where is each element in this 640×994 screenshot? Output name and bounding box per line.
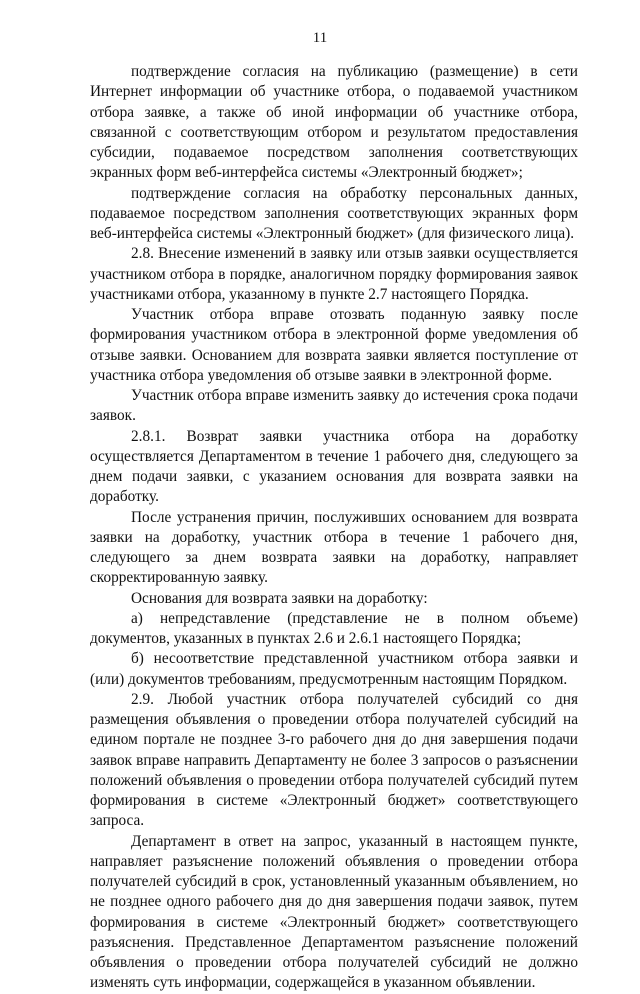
paragraph-modification: Участник отбора вправе изменить заявку до истечения срока подачи заявок. <box>90 387 578 425</box>
paragraph-resubmission: После устранения причин, послуживших основанием для возврата заявки на доработку, участник отбора в течение 1 рабочего дня, следующего за днем возврата заявки на доработку, направляет скорректированную заявку. <box>90 508 578 587</box>
paragraph-2-9: 2.9. Любой участник отбора получателей субсидий со дня размещения объявления о проведении отбора получателей субсидий на едином портале не позднее 3-го рабочего дня до дня завершения подачи заявок вправе направить Департаменту не более 3 запросов о разъяснении положений объявления о проведении отбора получателей субсидий путем формирования в системе «Электронный бюджет» соответствующего запроса. <box>90 690 578 830</box>
paragraph-personal-data-consent: подтверждение согласия на обработку персональных данных, подаваемое посредством заполнения соответствующих экранных форм веб-интерфейса системы «Электронный бюджет» (для физического лица). <box>90 184 578 242</box>
paragraph-department-reply: Департамент в ответ на запрос, указанный в настоящем пункте, направляет разъяснение положений объявления о проведении отбора получателей субсидий в срок, установленный указанным объявлением, но не позднее одного рабочего дня до дня завершения подачи заявок, путем формирования в системе «Электронный бюджет» соответствующего разъяснения. Представленное Департаментом разъяснение положений объявления о проведении отбора получателей субсидий не должно изменять суть информации, содержащейся в указанном объявлении. <box>90 832 578 992</box>
document-body <box>90 62 578 994</box>
paragraph-publication-consent: подтверждение согласия на публикацию (размещение) в сети Интернет информации об участнике отбора, о подаваемой участником отбора заявке, а также об иной информации об участнике отбора, связанной с соответствующим отбором и результатом предоставления субсидии, подаваемое посредством заполнения соответствующих экранных форм веб-интерфейса системы «Электронный бюджет»; <box>90 63 578 182</box>
paragraph-2-8-1: 2.8.1. Возврат заявки участника отбора на доработку осуществляется Департаментом в течение 1 рабочего дня, следующего за днем подачи заявки, с указанием основания для возврата заявки на доработку. <box>90 427 578 506</box>
paragraph-2-8: 2.8. Внесение изменений в заявку или отзыв заявки осуществляется участником отбора в порядке, аналогичном порядку формирования заявок участниками отбора, указанному в пункте 2.7 настоящего Порядка. <box>90 245 578 303</box>
paragraph-ground-a: а) непредставление (представление не в полном объеме) документов, указанных в пунктах 2.6 и 2.6.1 настоящего Порядка; <box>90 609 578 647</box>
paragraph-return-grounds: Основания для возврата заявки на доработку: <box>131 589 428 607</box>
page-number: 11 <box>312 30 328 46</box>
paragraph-withdrawal: Участник отбора вправе отозвать поданную заявку после формирования участником отбора в электронной форме уведомления об отзыве заявки. Основанием для возврата заявки является поступление от участника отбора уведомления об отзыве заявки в электронной форме. <box>90 306 578 384</box>
paragraph-ground-b: б) несоответствие представленной участником отбора заявки и (или) документов требованиям, предусмотренным настоящим Порядком. <box>90 650 578 688</box>
